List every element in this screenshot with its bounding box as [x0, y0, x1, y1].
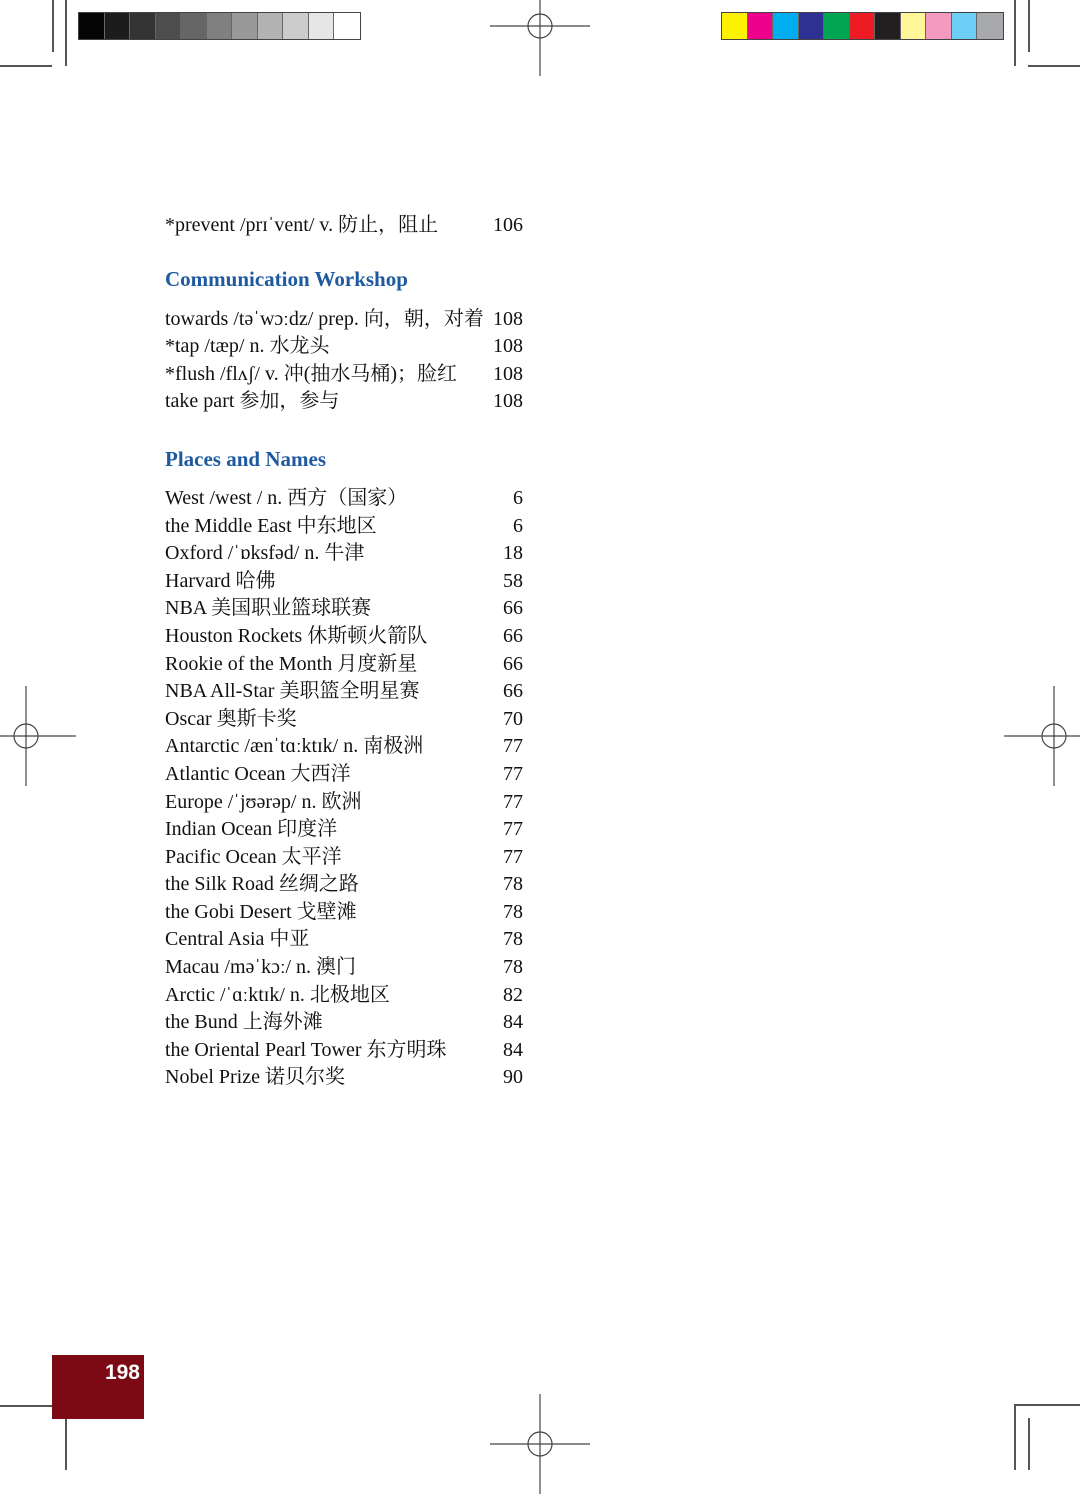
color-swatch: [850, 13, 876, 39]
color-swatch: [748, 13, 774, 39]
entry-page-number: 58: [503, 569, 523, 592]
gray-swatch: [105, 13, 131, 39]
gray-swatch: [130, 13, 156, 39]
glossary-entry: [165, 485, 523, 513]
entry-page-number: 77: [503, 818, 523, 841]
glossary-entry: [165, 1037, 523, 1065]
crop-mark: [65, 0, 67, 66]
entry-page-number: 6: [513, 486, 523, 509]
crop-mark: [1014, 1405, 1016, 1470]
glossary-entry: [165, 761, 523, 789]
gray-swatch: [79, 13, 105, 39]
crop-mark: [1028, 65, 1080, 67]
entry-text: the Oriental Pearl Tower 东方明珠: [165, 1038, 447, 1061]
glossary-entry: [165, 595, 523, 623]
color-swatch: [722, 13, 748, 39]
entry-text: Nobel Prize 诺贝尔奖: [165, 1066, 345, 1089]
section-heading-communication-workshop: Communication Workshop: [165, 266, 408, 291]
entry-page-number: 106: [493, 214, 523, 236]
crop-mark: [0, 1405, 52, 1407]
glossary-entry: [165, 306, 523, 334]
glossary-entry: [165, 844, 523, 872]
entry-text: Macau /məˈkɔː/ n. 澳门: [165, 956, 357, 979]
glossary-entry: [165, 706, 523, 734]
entry-text: Harvard 哈佛: [165, 569, 276, 592]
entry-text: Antarctic /ænˈtɑːktɪk/ n. 南极洲: [165, 735, 424, 758]
entry-text: towards /təˈwɔːdz/ prep. 向，朝，对着: [165, 307, 484, 330]
glossary-entry: [165, 789, 523, 817]
glossary-entry: [165, 623, 523, 651]
gray-swatch: [334, 13, 360, 39]
entry-page-number: 78: [503, 873, 523, 896]
gray-swatch: [207, 13, 233, 39]
gray-swatch: [156, 13, 182, 39]
entry-page-number: 6: [513, 514, 523, 537]
registration-mark-icon: [490, 1394, 590, 1494]
glossary-entry: [165, 333, 523, 361]
entry-page-number: 78: [503, 900, 523, 923]
glossary-entry: [165, 540, 523, 568]
crop-mark: [0, 65, 52, 67]
entry-text: Oscar 奥斯卡奖: [165, 707, 297, 730]
gray-swatch: [232, 13, 258, 39]
entry-text: *flush /flʌʃ/ v. 冲(抽水马桶)；脸红: [165, 362, 458, 385]
entry-text: Pacific Ocean 太平洋: [165, 845, 342, 868]
crop-mark: [1028, 0, 1030, 52]
glossary-entry: [165, 651, 523, 679]
entry-text: the Middle East 中东地区: [165, 514, 377, 537]
entry-page-number: 108: [493, 362, 523, 385]
gray-swatch: [283, 13, 309, 39]
color-swatch: [875, 13, 901, 39]
entry-page-number: 77: [503, 845, 523, 868]
entry-text: the Silk Road 丝绸之路: [165, 873, 359, 896]
crop-mark: [1014, 0, 1016, 66]
entry-text: NBA 美国职业篮球联赛: [165, 597, 372, 620]
glossary-entry: [165, 816, 523, 844]
entry-page-number: 78: [503, 928, 523, 951]
entry-page-number: 18: [503, 542, 523, 565]
registration-mark-icon: [1004, 686, 1080, 786]
entry-page-number: 108: [493, 335, 523, 358]
entry-text: the Gobi Desert 戈壁滩: [165, 900, 357, 923]
entry-page-number: 66: [503, 597, 523, 620]
glossary-entry: [165, 361, 523, 389]
entry-text: Central Asia 中亚: [165, 928, 310, 951]
entry-page-number: 66: [503, 652, 523, 675]
entry-text: Indian Ocean 印度洋: [165, 818, 338, 841]
glossary-entry: [165, 899, 523, 927]
color-swatch: [773, 13, 799, 39]
entry-page-number: 70: [503, 707, 523, 730]
registration-mark-icon: [0, 686, 76, 786]
entry-text: NBA All-Star 美职篮全明星赛: [165, 680, 420, 703]
entry-text: Arctic /ˈɑːktɪk/ n. 北极地区: [165, 983, 390, 1006]
color-swatch: [952, 13, 978, 39]
glossary-entry: [165, 568, 523, 596]
gray-swatch: [258, 13, 284, 39]
entry-text: West /west / n. 西方（国家）: [165, 486, 408, 509]
entry-text: the Bund 上海外滩: [165, 1011, 323, 1034]
entry-page-number: 84: [503, 1038, 523, 1061]
entry-text: Atlantic Ocean 大西洋: [165, 762, 351, 785]
gray-swatch: [309, 13, 335, 39]
entry-text: *tap /tæp/ n. 水龙头: [165, 335, 330, 358]
entry-page-number: 77: [503, 762, 523, 785]
entry-text: take part 参加，参与: [165, 390, 340, 413]
glossary-entry: [165, 733, 523, 761]
entry-page-number: 77: [503, 735, 523, 758]
entry-page-number: 84: [503, 1011, 523, 1034]
entry-text: Oxford /ˈɒksfəd/ n. 牛津: [165, 542, 365, 565]
glossary-entry: [165, 926, 523, 954]
color-swatch: [799, 13, 825, 39]
section-heading-places-and-names: Places and Names: [165, 446, 326, 471]
entry-text: Europe /ˈjʊərəp/ n. 欧洲: [165, 790, 362, 813]
glossary-entry: [165, 1009, 523, 1037]
glossary-entry: [165, 388, 523, 416]
color-swatch: [977, 13, 1003, 39]
glossary-entry: [165, 871, 523, 899]
entry-page-number: 90: [503, 1066, 523, 1089]
glossary-entry: [165, 212, 523, 240]
entry-text: Houston Rockets 休斯顿火箭队: [165, 624, 428, 647]
glossary-entry: [165, 513, 523, 541]
color-swatch: [901, 13, 927, 39]
crop-mark: [52, 0, 54, 52]
glossary-entry: [165, 954, 523, 982]
glossary-entry: [165, 982, 523, 1010]
registration-mark-icon: [490, 0, 590, 76]
entry-page-number: 108: [493, 390, 523, 413]
glossary-entry: [165, 1064, 523, 1092]
entry-page-number: 66: [503, 624, 523, 647]
gray-color-bar: [78, 12, 361, 40]
entry-page-number: 108: [493, 307, 523, 330]
page-number-badge: 198: [52, 1355, 144, 1419]
color-swatch: [824, 13, 850, 39]
entry-page-number: 82: [503, 983, 523, 1006]
process-color-bar: [721, 12, 1004, 40]
gray-swatch: [181, 13, 207, 39]
entry-text: *prevent /prɪˈvent/ v. 防止，阻止: [165, 214, 439, 236]
entry-text: Rookie of the Month 月度新星: [165, 652, 418, 675]
entry-page-number: 78: [503, 956, 523, 979]
entry-page-number: 66: [503, 680, 523, 703]
crop-mark: [1028, 1418, 1030, 1470]
glossary-entry: [165, 678, 523, 706]
crop-mark: [1014, 1404, 1080, 1406]
color-swatch: [926, 13, 952, 39]
entry-page-number: 77: [503, 790, 523, 813]
glossary-list: [165, 212, 523, 1092]
